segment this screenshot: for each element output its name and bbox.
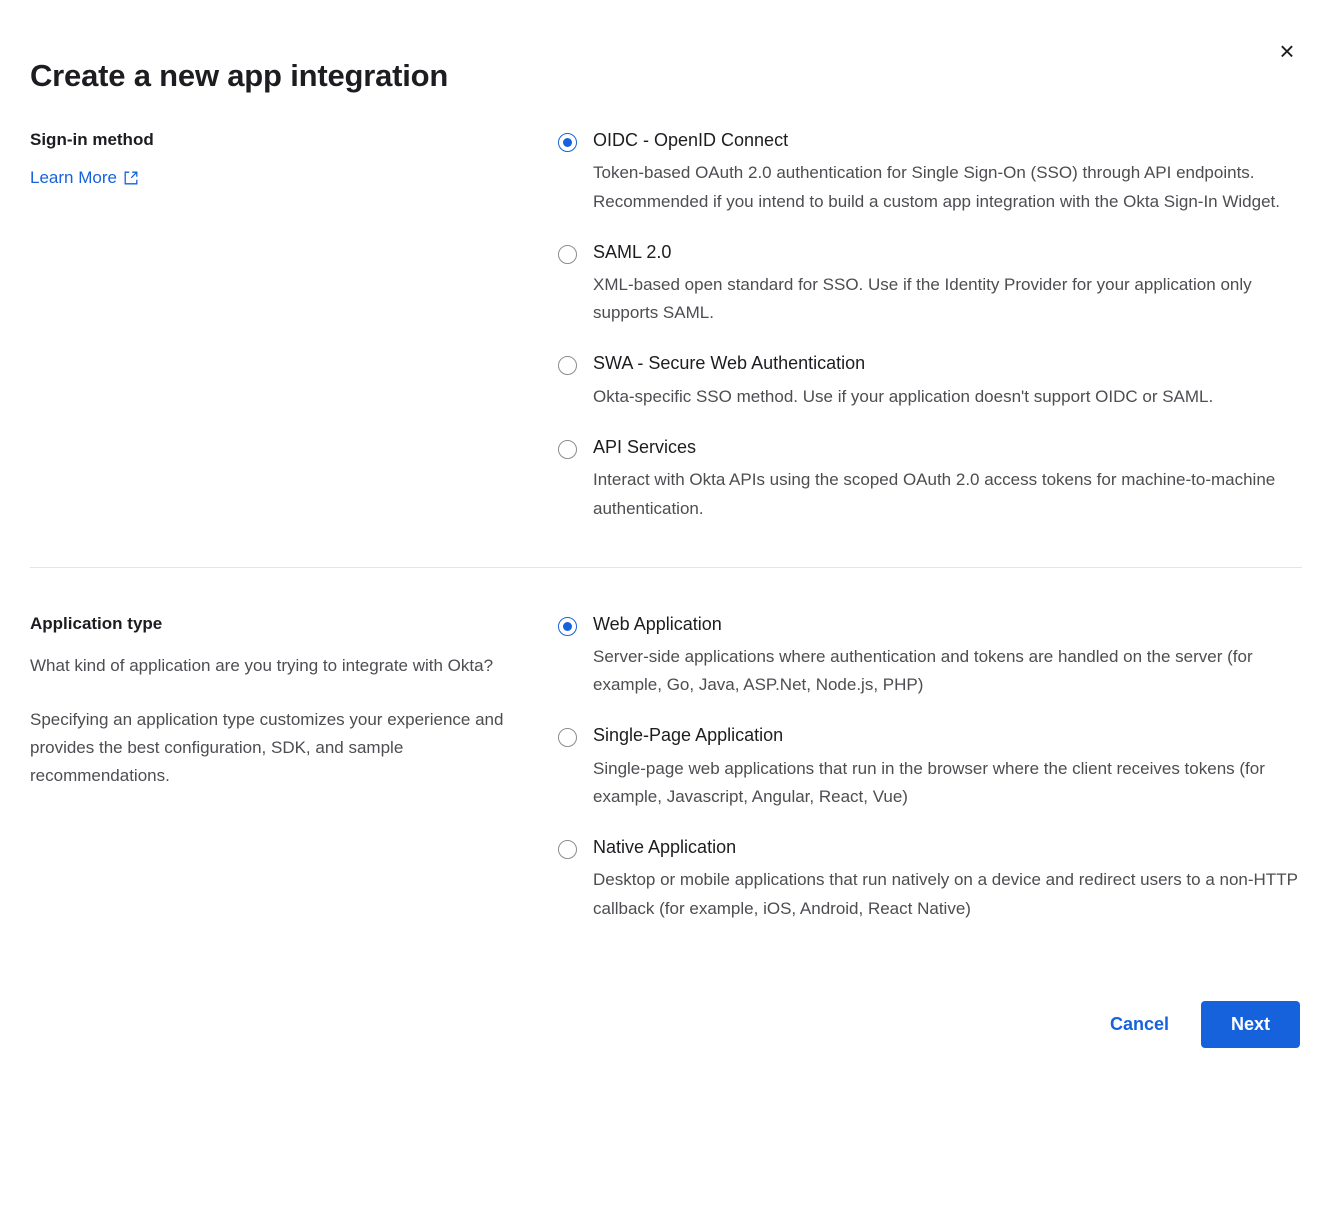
option-native-application-body xyxy=(593,835,1302,923)
close-icon[interactable]: × xyxy=(1272,36,1302,66)
cancel-button[interactable]: Cancel xyxy=(1092,1002,1187,1047)
option-web-application-body xyxy=(593,612,1302,700)
option-web-application-description: Server-side applications where authentication and tokens are handled on the server (for example, Go, Java, ASP.Net, Node.js, PHP) xyxy=(593,647,1253,695)
option-native-application-description: Desktop or mobile applications that run natively on a device and redirect users to a non-HTTP callback (for example, iOS, Android, React Native) xyxy=(593,870,1298,918)
option-saml-body xyxy=(593,240,1302,328)
option-native-application[interactable] xyxy=(558,835,1302,923)
section-divider xyxy=(30,567,1302,568)
option-oidc-body xyxy=(593,128,1302,216)
option-single-page-application-description: Single-page web applications that run in the browser where the client receives tokens (for example, Javascript, Angular, React, Vue) xyxy=(593,758,1265,806)
option-api-services-title[interactable]: API Services xyxy=(593,436,697,457)
application-type-options xyxy=(558,610,1302,923)
option-oidc-description: Token-based OAuth 2.0 authentication for Single Sign-On (SSO) through API endpoints. Recommended if you intend to build a custom app integration with the Okta Sign-In Widget. xyxy=(593,163,1280,211)
sign-in-method-section xyxy=(30,94,1302,523)
radio-native-application[interactable] xyxy=(558,840,577,859)
sign-in-method-options xyxy=(558,126,1302,523)
option-web-application[interactable] xyxy=(558,612,1302,700)
sign-in-method-label: Sign-in method xyxy=(30,130,154,149)
option-swa[interactable] xyxy=(558,351,1302,411)
radio-oidc[interactable] xyxy=(558,133,577,152)
option-swa-body xyxy=(593,351,1302,411)
learn-more-label: Learn More xyxy=(30,168,117,187)
next-button[interactable]: Next xyxy=(1201,1001,1300,1048)
option-single-page-application[interactable] xyxy=(558,723,1302,811)
radio-web-application[interactable] xyxy=(558,617,577,636)
option-web-application-title[interactable]: Web Application xyxy=(593,613,722,634)
external-link-icon xyxy=(124,171,138,185)
dialog-footer xyxy=(30,1001,1302,1048)
sign-in-method-left xyxy=(30,126,558,188)
application-type-section xyxy=(30,610,1302,923)
option-oidc-title[interactable]: OIDC - OpenID Connect xyxy=(593,130,789,150)
option-saml-title[interactable]: SAML 2.0 xyxy=(593,241,672,262)
option-native-application-title[interactable]: Native Application xyxy=(593,837,737,858)
application-type-help-2: Specifying an application type customizes your experience and provides the best configuration, SDK, and sample recommendations. xyxy=(30,709,504,785)
radio-api-services[interactable] xyxy=(558,440,577,459)
option-saml-description: XML-based open standard for SSO. Use if the Identity Provider for your application only supports SAML. xyxy=(593,275,1252,323)
option-api-services[interactable] xyxy=(558,435,1302,523)
option-single-page-application-body xyxy=(593,723,1302,811)
learn-more-link[interactable] xyxy=(30,168,138,188)
option-api-services-description: Interact with Okta APIs using the scoped OAuth 2.0 access tokens for machine-to-machine authentication. xyxy=(593,470,1276,518)
page-title: Create a new app integration xyxy=(30,58,449,93)
application-type-help-1: What kind of application are you trying to integrate with Okta? xyxy=(30,655,494,675)
application-type-left xyxy=(30,610,558,790)
application-type-label: Application type xyxy=(30,613,163,633)
radio-swa[interactable] xyxy=(558,356,577,375)
radio-single-page-application[interactable] xyxy=(558,728,577,747)
option-api-services-body xyxy=(593,435,1302,523)
option-swa-description: Okta-specific SSO method. Use if your application doesn't support OIDC or SAML. xyxy=(593,386,1214,406)
option-single-page-application-title[interactable]: Single-Page Application xyxy=(593,725,784,746)
option-swa-title[interactable]: SWA - Secure Web Authentication xyxy=(593,353,866,374)
radio-saml[interactable] xyxy=(558,245,577,264)
option-oidc[interactable] xyxy=(558,128,1302,216)
option-saml[interactable] xyxy=(558,240,1302,328)
